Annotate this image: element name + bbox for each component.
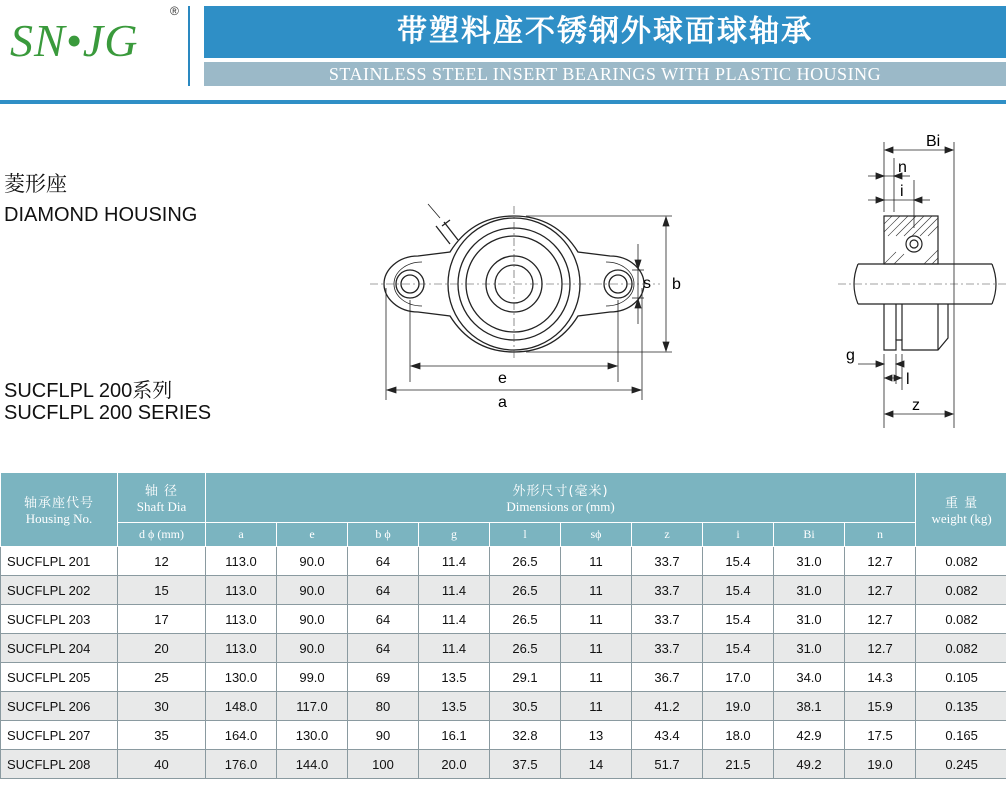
table-cell: 64 [348, 576, 419, 605]
table-cell: 11.4 [419, 634, 490, 663]
dim-label-e: e [498, 370, 507, 387]
housing-number-cell: SUCFLPL 206 [1, 692, 118, 721]
table-cell: 20 [118, 634, 206, 663]
dim-label-i: i [900, 183, 904, 200]
housing-number-cell: SUCFLPL 204 [1, 634, 118, 663]
table-cell: 113.0 [206, 576, 277, 605]
table-cell: 13.5 [419, 692, 490, 721]
table-cell: 43.4 [632, 721, 703, 750]
header-dims-cn: 外形尺寸(毫米) [512, 484, 609, 499]
dim-label-n: n [898, 159, 907, 176]
table-cell: 21.5 [703, 750, 774, 779]
housing-number-cell: SUCFLPL 205 [1, 663, 118, 692]
registered-mark: ® [170, 4, 179, 18]
header-dim-3: g [419, 523, 490, 547]
header-dimensions [206, 473, 916, 523]
table-cell: 99.0 [277, 663, 348, 692]
header-dim-4: l [490, 523, 561, 547]
table-cell: 15.4 [703, 605, 774, 634]
table-cell: 17.5 [845, 721, 916, 750]
table-row [1, 663, 1006, 692]
table-cell: 90 [348, 721, 419, 750]
header-shaft-unit-text: d ϕ (mm) [139, 527, 184, 541]
table-cell: 11 [561, 576, 632, 605]
table-cell: 0.082 [916, 605, 1006, 634]
table-row [1, 634, 1006, 663]
housing-number-cell: SUCFLPL 208 [1, 750, 118, 779]
dim-label-s: s [643, 275, 651, 292]
table-cell: 11 [561, 634, 632, 663]
table-row [1, 605, 1006, 634]
table-cell: 20.0 [419, 750, 490, 779]
header-shaft-en: Shaft Dia [136, 499, 187, 514]
table-cell: 31.0 [774, 547, 845, 576]
table-cell: 34.0 [774, 663, 845, 692]
dim-label-bi: Bi [926, 133, 941, 150]
header-weight-cn: 重 量 [945, 496, 979, 511]
table-row [1, 547, 1006, 576]
table-cell: 19.0 [703, 692, 774, 721]
table-cell: 90.0 [277, 576, 348, 605]
table-cell: 14 [561, 750, 632, 779]
table-cell: 17.0 [703, 663, 774, 692]
header-divider [0, 100, 1006, 104]
table-cell: 130.0 [206, 663, 277, 692]
table-cell: 117.0 [277, 692, 348, 721]
table-cell: 69 [348, 663, 419, 692]
housing-number-cell: SUCFLPL 203 [1, 605, 118, 634]
table-cell: 11 [561, 663, 632, 692]
table-cell: 0.165 [916, 721, 1006, 750]
table-cell: 33.7 [632, 605, 703, 634]
table-cell: 26.5 [490, 605, 561, 634]
table-cell: 18.0 [703, 721, 774, 750]
table-cell: 12 [118, 547, 206, 576]
header-dims-en: Dimensions or (mm) [506, 499, 615, 514]
table-cell: 0.105 [916, 663, 1006, 692]
table-cell: 90.0 [277, 605, 348, 634]
header-dim-5: sϕ [561, 523, 632, 547]
table-cell: 0.135 [916, 692, 1006, 721]
table-cell: 16.1 [419, 721, 490, 750]
table-cell: 0.082 [916, 634, 1006, 663]
header-dim-7: i [703, 523, 774, 547]
dim-label-a: a [498, 394, 507, 411]
table-cell: 33.7 [632, 634, 703, 663]
table-cell: 26.5 [490, 576, 561, 605]
header-dim-6: z [632, 523, 703, 547]
table-cell: 12.7 [845, 547, 916, 576]
table-cell: 14.3 [845, 663, 916, 692]
dim-label-g: g [846, 347, 855, 364]
housing-name-en: DIAMOND HOUSING [4, 204, 198, 226]
table-cell: 17 [118, 605, 206, 634]
table-cell: 12.7 [845, 605, 916, 634]
logo-divider [188, 6, 190, 86]
housing-number-cell: SUCFLPL 201 [1, 547, 118, 576]
header-dim-0: a [206, 523, 277, 547]
series-name-en: SUCFLPL 200 SERIES [4, 402, 212, 424]
header-housing-en: Housing No. [25, 511, 93, 526]
table-cell: 164.0 [206, 721, 277, 750]
table-cell: 33.7 [632, 547, 703, 576]
table-cell: 11 [561, 605, 632, 634]
table-cell: 15.4 [703, 547, 774, 576]
table-cell: 31.0 [774, 634, 845, 663]
table-cell: 90.0 [277, 547, 348, 576]
table-cell: 42.9 [774, 721, 845, 750]
dim-label-l: l [906, 371, 910, 388]
table-cell: 113.0 [206, 605, 277, 634]
table-cell: 0.082 [916, 576, 1006, 605]
table-cell: 49.2 [774, 750, 845, 779]
housing-number-cell: SUCFLPL 207 [1, 721, 118, 750]
table-cell: 144.0 [277, 750, 348, 779]
table-cell: 30 [118, 692, 206, 721]
dim-label-b: b [672, 276, 681, 293]
table-cell: 31.0 [774, 605, 845, 634]
table-cell: 15.4 [703, 634, 774, 663]
table-cell: 25 [118, 663, 206, 692]
logo-text: SN•JG [10, 15, 139, 66]
table-cell: 13.5 [419, 663, 490, 692]
table-cell: 176.0 [206, 750, 277, 779]
page-title-en: STAINLESS STEEL INSERT BEARINGS WITH PLASTIC HOUSING [204, 62, 1006, 86]
table-cell: 90.0 [277, 634, 348, 663]
table-cell: 11.4 [419, 605, 490, 634]
table-cell: 113.0 [206, 547, 277, 576]
housing-name-cn: 菱形座 [4, 172, 67, 196]
table-cell: 30.5 [490, 692, 561, 721]
table-cell: 64 [348, 547, 419, 576]
header-dim-2: b ϕ [348, 523, 419, 547]
front-view-drawing [370, 200, 700, 415]
header-dim-9: n [845, 523, 916, 547]
table-cell: 36.7 [632, 663, 703, 692]
header-shaft-cn: 轴 径 [144, 484, 179, 499]
table-cell: 51.7 [632, 750, 703, 779]
table-row [1, 692, 1006, 721]
brand-logo [6, 4, 188, 84]
spec-table [0, 472, 1006, 779]
table-cell: 0.082 [916, 547, 1006, 576]
page-title-cn: 带塑料座不锈钢外球面球轴承 [204, 6, 1006, 58]
table-cell: 26.5 [490, 634, 561, 663]
table-cell: 19.0 [845, 750, 916, 779]
table-cell: 13 [561, 721, 632, 750]
header-dim-1: e [277, 523, 348, 547]
table-cell: 40 [118, 750, 206, 779]
table-cell: 38.1 [774, 692, 845, 721]
table-cell: 26.5 [490, 547, 561, 576]
series-name-cn: SUCFLPL 200系列 [4, 380, 173, 402]
table-row [1, 750, 1006, 779]
header-housing-cn: 轴承座代号 [23, 496, 94, 511]
table-cell: 11.4 [419, 547, 490, 576]
table-cell: 31.0 [774, 576, 845, 605]
side-view-drawing [838, 128, 1006, 428]
table-cell: 37.5 [490, 750, 561, 779]
dim-label-z: z [912, 397, 920, 414]
table-cell: 113.0 [206, 634, 277, 663]
table-cell: 64 [348, 634, 419, 663]
housing-number-cell: SUCFLPL 202 [1, 576, 118, 605]
table-cell: 12.7 [845, 634, 916, 663]
table-cell: 130.0 [277, 721, 348, 750]
table-cell: 0.245 [916, 750, 1006, 779]
table-row [1, 576, 1006, 605]
table-cell: 32.8 [490, 721, 561, 750]
table-cell: 11 [561, 547, 632, 576]
table-cell: 64 [348, 605, 419, 634]
header-weight-en: weight (kg) [931, 511, 992, 526]
table-cell: 15.4 [703, 576, 774, 605]
table-cell: 12.7 [845, 576, 916, 605]
table-cell: 148.0 [206, 692, 277, 721]
table-cell: 35 [118, 721, 206, 750]
table-cell: 80 [348, 692, 419, 721]
table-cell: 15 [118, 576, 206, 605]
header-shaft-unit [118, 523, 206, 547]
header-shaft [118, 473, 206, 523]
table-cell: 11.4 [419, 576, 490, 605]
table-cell: 15.9 [845, 692, 916, 721]
table-cell: 41.2 [632, 692, 703, 721]
header-housing-no [1, 473, 118, 547]
header-dim-8: Bi [774, 523, 845, 547]
table-cell: 33.7 [632, 576, 703, 605]
table-cell: 100 [348, 750, 419, 779]
table-cell: 11 [561, 692, 632, 721]
table-row [1, 721, 1006, 750]
table-cell: 29.1 [490, 663, 561, 692]
header-weight [916, 473, 1006, 547]
